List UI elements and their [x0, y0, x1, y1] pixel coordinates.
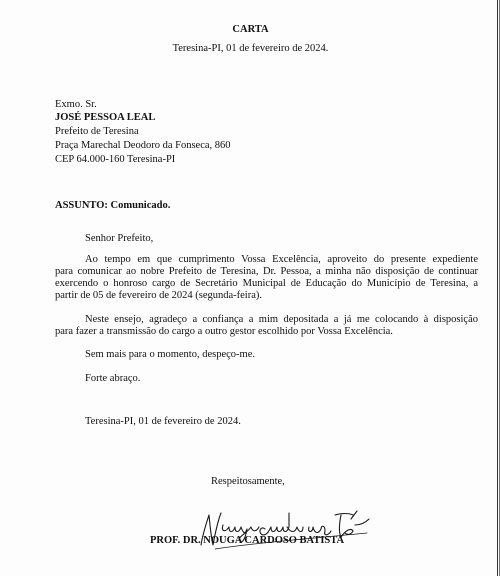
page-edge [497, 0, 498, 576]
paragraph-1 [55, 254, 478, 302]
page-edge-shadow [499, 0, 500, 576]
recipient-name: JOSÉ PESSOA LEAL [55, 112, 156, 123]
recipient-role: Prefeito de Teresina [55, 126, 139, 137]
closing-regards: Forte abraço. [85, 373, 141, 384]
recipient-address: Praça Marechal Deodoro da Fonseca, 860 [55, 140, 231, 151]
signatory-name: PROF. DR. NOUGA CARDOSO BATISTA [150, 535, 345, 546]
header-date: Teresina-PI, 01 de fevereiro de 2024. [172, 43, 329, 54]
closing-line: Sem mais para o momento, despeço-me. [85, 349, 255, 360]
paragraph-1-line: para comunicar ao nobre Prefeito de Teresina, Dr. Pessoa, a minha não disposição de continuar [55, 266, 478, 277]
handwritten-signature [195, 505, 375, 557]
paragraph-1-line: Ao tempo em que cumprimento Vossa Excelência, aproveito do presente expediente [85, 254, 478, 265]
letter-title: CARTA [232, 24, 269, 35]
paragraph-1-line: exercendo o honroso cargo de Secretário Municipal de Educação do Município de Teresina, a [55, 278, 478, 289]
regards-line: Respeitosamente, [211, 476, 285, 487]
closing-date: Teresina-PI, 01 de fevereiro de 2024. [85, 416, 241, 427]
paragraph-1-line: partir de 05 de fevereiro de 2024 (segunda-feira). [55, 290, 262, 301]
paragraph-2 [55, 314, 478, 338]
recipient-cep: CEP 64.000-160 Teresina-PI [55, 154, 176, 165]
paragraph-2-line: para fazer a transmissão do cargo a outro gestor escolhido por Vossa Excelência. [55, 326, 393, 337]
recipient-salutation: Exmo. Sr. [55, 99, 97, 110]
subject-line: ASSUNTO: Comunicado. [55, 200, 171, 211]
greeting: Senhor Prefeito, [85, 233, 154, 244]
paragraph-2-line: Neste ensejo, agradeço a confiança a mim depositada a já me colocando à disposição [85, 314, 478, 325]
